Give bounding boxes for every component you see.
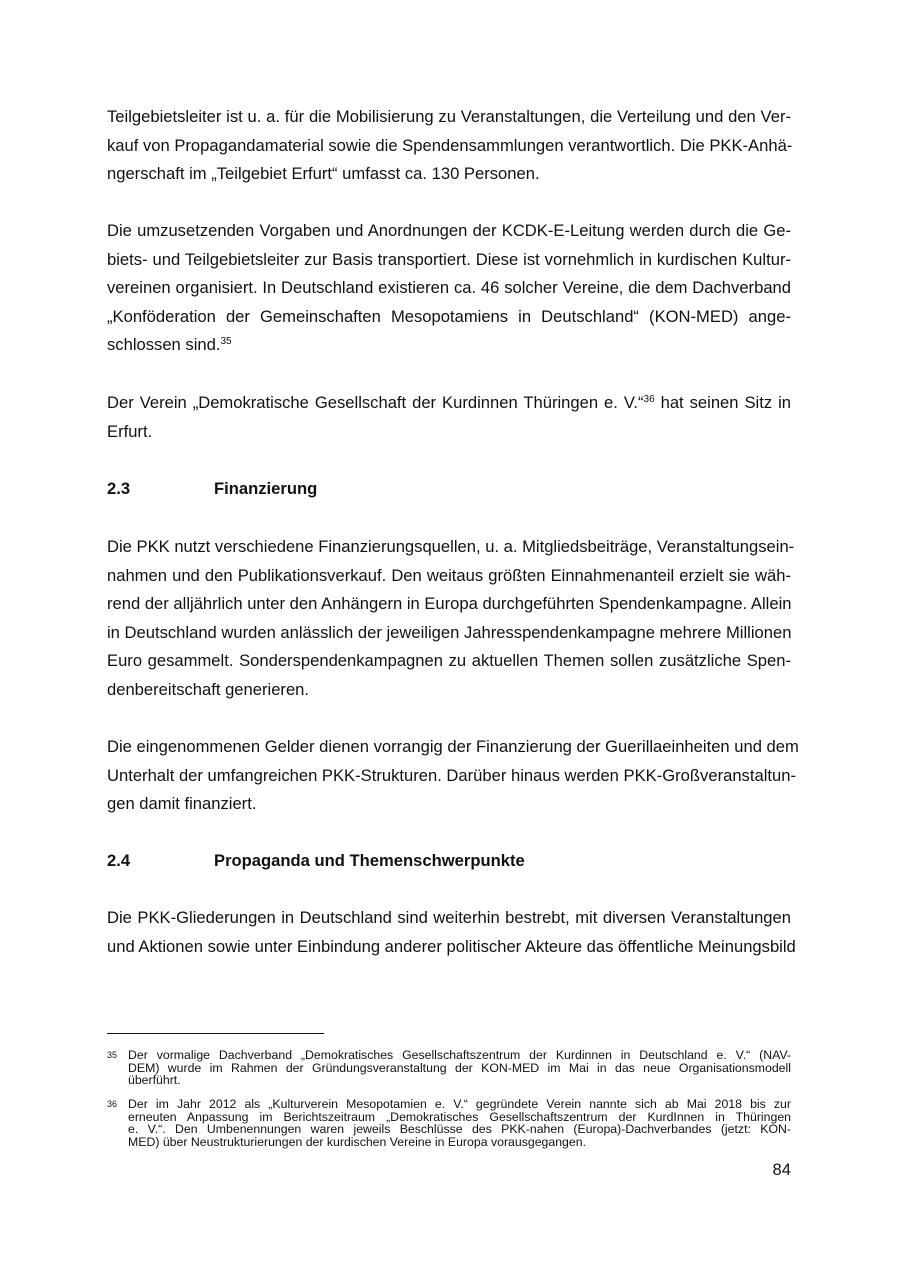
- paragraph-finanzierungsquellen: [107, 533, 795, 705]
- text-line: Erfurt.: [107, 421, 153, 441]
- text-line: Unterhalt der umfangreichen PKK-Strukturen. Darüber hinaus werden PKK-Großveranstaltun-: [107, 765, 796, 785]
- text-line: Die PKK-Gliederungen in Deutschland sind weiterhin bestrebt, mit diversen Veranstaltungen: [107, 908, 791, 927]
- footnote-ref-36[interactable]: 36: [643, 394, 655, 405]
- text-line: Die PKK nutzt verschiedene Finanzierungsquellen, u. a. Mitgliedsbeiträge, Veranstaltungsein-: [107, 537, 795, 556]
- text-fragment: schlossen sind.: [107, 335, 221, 355]
- section-heading-2-3: [107, 475, 317, 504]
- text-line: [107, 331, 791, 360]
- footnote-number: 35: [107, 1050, 118, 1060]
- text-fragment: Der Verein „Demokratische Gesellschaft der Kurdinnen Thüringen e. V.“: [107, 393, 644, 412]
- text-line: rend der alljährlich unter den Anhängern in Europa durchgeführten Spendenkampagne. Allein: [107, 594, 792, 614]
- text-line: nahmen und den Publikationsverkauf. Den weitaus größten Einnahmenanteil erzielt sie wäh-: [107, 565, 791, 585]
- footnote-line: MED) über Neustrukturierungen der kurdischen Vereine in Europa vorausgegangen.: [128, 1134, 586, 1149]
- paragraph-verein-erfurt: [107, 389, 791, 446]
- paragraph-kcdk-vorgaben: [107, 217, 791, 360]
- footnote-line: erneuten Anpassung im Berichtszeitraum „Demokratisches Gesellschaftszentrum der KurdInnen in Thüringen: [128, 1109, 791, 1124]
- section-title: Finanzierung: [214, 479, 318, 498]
- paragraph-pkk-gliederungen: [107, 904, 796, 961]
- text-line: in Deutschland wurden anlässlich der jeweiligen Jahresspendenkampagne mehrere Millionen: [107, 622, 792, 642]
- footnote-number: 36: [107, 1099, 118, 1109]
- text-fragment: hat seinen Sitz in: [654, 393, 792, 412]
- section-number: 2.4: [107, 851, 131, 870]
- footnote-ref-35[interactable]: 35: [220, 336, 232, 348]
- text-line: und Aktionen sowie unter Einbindung anderer politischer Akteure das öffentliche Meinungsbild: [107, 936, 796, 956]
- section-heading-2-4: [107, 847, 525, 876]
- footnote-line: Der im Jahr 2012 als „Kulturverein Mesopotamien e. V.“ gegründete Verein nannte sich ab Mai 2018 bis zur: [128, 1097, 791, 1111]
- text-line: Die umzusetzenden Vorgaben und Anordnungen der KCDK-E-Leitung werden durch die Ge-: [107, 221, 791, 240]
- footnote-line: DEM) wurde im Rahmen der Gründungsveranstaltung der KON-MED im Mai in das neue Organisationsmodell: [128, 1060, 791, 1075]
- text-line: Teilgebietsleiter ist u. a. für die Mobilisierung zu Veranstaltungen, die Verteilung und den Ver-: [107, 107, 791, 126]
- text-line: biets- und Teilgebietsleiter zur Basis transportiert. Diese ist vornehmlich in kurdischen Kultur-: [107, 249, 791, 269]
- footnote-line: Der vormalige Dachverband „Demokratisches Gesellschaftszentrum der Kurdinnen in Deutschland e. V.“ (NAV-: [128, 1048, 791, 1062]
- text-line: [107, 389, 791, 418]
- text-line: ngerschaft im „Teilgebiet Erfurt“ umfasst ca. 130 Personen.: [107, 164, 540, 184]
- paragraph-gelder: [107, 733, 799, 819]
- text-line: Euro gesammelt. Sonderspendenkampagnen zu aktuellen Themen sollen zusätzliche Spen-: [107, 651, 791, 671]
- text-line: vereinen organisiert. In Deutschland existieren ca. 46 solcher Vereine, die dem Dachverband: [107, 278, 791, 298]
- text-line: „Konföderation der Gemeinschaften Mesopotamiens in Deutschland“ (KON-MED) ange-: [107, 306, 791, 326]
- footnote-36: [107, 1098, 791, 1148]
- section-title: Propaganda und Themenschwerpunkte: [214, 851, 525, 870]
- footnote-text: [128, 1098, 791, 1148]
- footnote-35: [107, 1049, 791, 1087]
- page-number: 84: [772, 1160, 791, 1179]
- paragraph-teilgebietsleiter: [107, 103, 791, 189]
- footnote-text: [128, 1049, 791, 1087]
- footnote-separator: [107, 1033, 324, 1034]
- section-number: 2.3: [107, 479, 131, 498]
- text-line: gen damit finanziert.: [107, 794, 257, 814]
- footnote-line: überführt.: [128, 1073, 181, 1087]
- text-line: denbereitschaft generieren.: [107, 679, 310, 699]
- footnote-line: e. V.“. Den Umbenennungen waren jeweils Beschlüsse des PKK-nahen (Europa)-Dachverbandes (jetzt: KON-: [128, 1122, 791, 1136]
- text-line: kauf von Propagandamaterial sowie die Spendensammlungen verantwortlich. Die PKK-Anhä-: [107, 135, 793, 155]
- text-line: Die eingenommenen Gelder dienen vorrangig der Finanzierung der Guerillaeinheiten und dem: [107, 737, 799, 756]
